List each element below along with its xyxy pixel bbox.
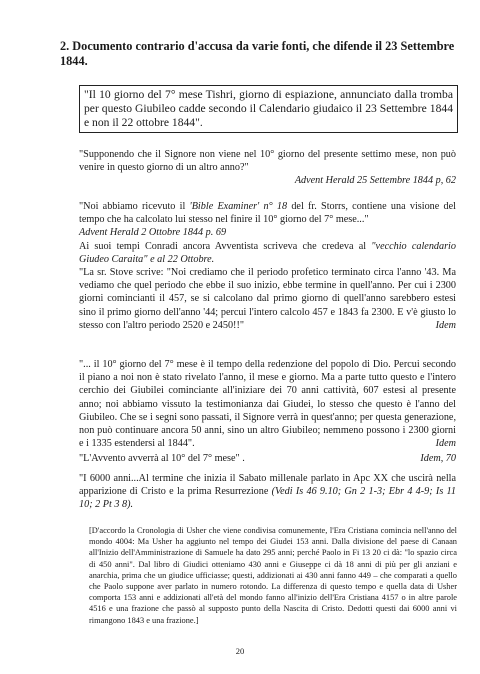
stove-quote <box>79 266 456 332</box>
footnote: [D'accordo la Cronologia di Usher che viene condivisa comunemente, l'Era Cristiana comincia nell'anno del mondo 4004: Ma Usher ha aggiunto nel tempo dei Giudei 153 anni. Dalla divisione del paese di Canaan all'Inizio dell'Amministrazione di Samuele ha dato 295 anni; perché Paolo in Fi 13 20 ci dà: "lo spazio circa di 450 anni". Dal libro di Giudici otteniamo 430 anni e Giuseppe ci dà 18 anni di più per gli anziani e anarchia, prima che un giudice ufficiasse; questi, addizionati ai 430 anni fanno 449 – che comparati a quello che Paolo suppone aver parlato in numero rotondo. La differenza di questo tempo e quella data di Usher comporta 153 anni e addizionati all'età del mondo fanno all'inizio dell'Era Cristiana 4157 o in altre parole 4516 e una frazione che passò al supposto punto della Nascita di Cristo. Dedotti questi dai 6000 anni vi rimangono 1843 e una frazione.] <box>89 526 457 625</box>
quote-2-text-a: "Noi abbiamo ricevuto il <box>79 201 190 212</box>
quote-3-body: "... il 10° giorno del 7° mese è il tempo della redenzione del popolo di Dio. Percui secondo il piano a noi non è stato rivelato l'anno, il mese e giorno. Ma a parte tutto questo e l'intero cerchio dei Giubilei cominciante all'iniziare dei 70 anni cattività, 607 estesi al presente anno; noi abbiamo vissuto la testimonianza dai Giudei, lo stesso che questo è l'anno del Giubileo. Che se i segni sono passati, il Signore verrà in quest'anno; per questa generazione, non può continuare ancora 50 anni, sino un altro Giubileo; nemmeno possono i 2300 giorni e i 1335 estendersi al 1844". <box>79 359 456 450</box>
conradi-calendar-ref: "vecchio calendario Giudeo Caraita" e al 22 Ottobre. <box>79 240 456 265</box>
quote-4-body: "L'Avvento avverrà al 10° del 7° mese" . <box>79 453 245 464</box>
quote-2-text <box>79 200 456 226</box>
conradi-line <box>79 240 456 266</box>
conradi-text: Ai suoi tempi Conradi ancora Avventista scriveva che credeva al <box>79 240 372 252</box>
quote-5-text <box>79 472 456 512</box>
quote-2 <box>79 200 456 332</box>
bible-examiner-ref: 'Bible Examiner' n° 18 <box>189 201 288 212</box>
quote-1 <box>79 148 456 188</box>
quote-5-refs: (Vedi Is 46 9.10; Gn 2 1-3; Ebr 4 4-9; Is 11 10; 2 Pt 3 8). <box>79 486 456 511</box>
quote-3-text <box>79 358 456 450</box>
quote-4 <box>79 452 456 465</box>
boxed-quote: "Il 10 giorno del 7° mese Tishri, giorno di espiazione, annunciato dalla tromba per questo Giubileo cadde secondo il Calendario giudaico il 23 Settembre 1844 e non il 22 ottobre 1844". <box>79 85 458 133</box>
quote-2-text-c: del fr. Storrs, contiene una visione del tempo che ha calcolato lui stesso nel finire il 10° giorno del 7° mese..." <box>79 201 456 226</box>
quote-4-source: Idem, 70 <box>420 453 456 464</box>
quote-4-text <box>79 452 456 465</box>
page-number: 20 <box>235 646 245 656</box>
stove-source: Idem <box>435 319 456 331</box>
quote-3-source: Idem <box>435 438 456 450</box>
quote-1-source: Advent Herald 25 Settembre 1844 p, 62 <box>294 175 456 187</box>
quote-5 <box>79 472 456 512</box>
section-heading: 2. Documento contrario d'accusa da varie fonti, che difende il 23 Settembre 1844. <box>60 39 455 68</box>
quote-5-body: "I 6000 anni...Al termine che inizia il Sabato millenale parlato in Apc XX che uscirà nella apparizione di Cristo e la prima Resurrezione <box>79 473 456 498</box>
quote-1-text: "Supponendo che il Signore non viene nel 10° giorno del presente settimo mese, non può venire in questo giorno di un altro anno?" <box>79 149 456 174</box>
quote-2-source: Advent Herald 2 Ottobre 1844 p. 69 <box>79 227 227 239</box>
stove-text: "La sr. Stove scrive: "Noi crediamo che il periodo profetico terminato circa l'anno '43. Ma vediamo che quel periodo che ebbe il suo inizio, ebbe termine in quell'anno. Per cui i 2300 giorni comincianti il 457, se si calcolano dal primo giorno di quell'anno sarebbero estesi sino il primo giorno dell'anno '44; percui l'intero calcolo 457 e 1843 fa 2300. E v'è giusto lo stesso con l'altro periodo 2520 e 2450!!" <box>79 267 456 331</box>
quote-3 <box>79 358 456 450</box>
